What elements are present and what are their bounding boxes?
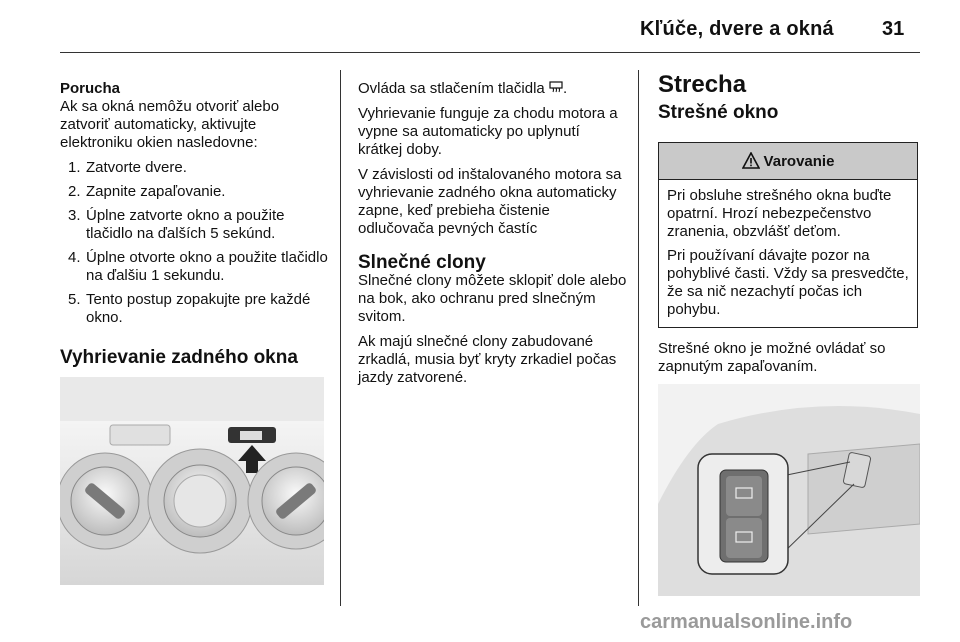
column-3 [658, 71, 920, 123]
climate-panel-illustration [60, 377, 324, 585]
paragraph-sunroof-ignition: Strešné okno je možné ovládať so zapnutým zapaľovaním. [658, 340, 886, 375]
heading-sun-visors: Slnečné clony [358, 252, 486, 274]
warning-triangle-icon [742, 152, 760, 170]
heading-rear-window-heating: Vyhrievanie zadného okna [60, 347, 298, 368]
warning-box [658, 142, 918, 328]
list-item: 2. Zapnite zapaľovanie. [68, 183, 226, 200]
column-divider-1 [340, 70, 341, 606]
list-item: 5. Tento postup zopakujte pre každé okno. [68, 291, 311, 326]
list-item: 4. Úplne otvorte okno a použite tlačidlo na ďalšiu 1 sekundu. [68, 249, 328, 284]
heading-porucha: Porucha [60, 80, 121, 97]
warning-title: Varovanie [763, 152, 835, 170]
steps-list [60, 159, 328, 327]
paragraph-sun-visors: Slnečné clony môžete sklopiť dole alebo na bok, ako ochranu pred slnečným svitom. [358, 272, 627, 326]
paragraph-control: Ovláda sa stlačením tlačidla . [358, 80, 568, 97]
list-item: 1. Zatvorte dvere. [68, 159, 187, 176]
warning-paragraph-1: Pri obsluhe strešného okna buďte opatrní. Hrozí nebezpečenstvo zranenia, obzvlášť deťom. [667, 187, 892, 240]
paragraph-mirrors: Ak majú slnečné clony zabudované zrkadlá, musia byť kryty zrkadiel počas jazdy zatvorené. [358, 333, 617, 387]
sunroof-switch-illustration [658, 384, 920, 596]
page-header-title: Kľúče, dvere a okná [640, 18, 834, 40]
warning-paragraph-2: Pri používaní dávajte pozor na pohyblivé časti. Vždy sa presvedčte, že sa nič nezachytí počas ich pohybu. [667, 247, 909, 318]
heading-sunroof: Strešné okno [658, 102, 779, 123]
header-rule [60, 52, 920, 53]
paragraph-intro: Ak sa okná nemôžu otvoriť alebo zatvoriť automaticky, aktivujte elektroniku okien nasledovne: [60, 98, 280, 151]
warning-body [659, 180, 917, 319]
column-divider-2 [638, 70, 639, 606]
paragraph-operation: Vyhrievanie funguje za chodu motora a vypne sa automaticky po uplynutí krátkej doby. [358, 105, 618, 159]
paragraph-engine-dependent: V závislosti od inštalovaného motora sa vyhrievanie zadného okna automaticky zapne, keď prebieha čistenie odlučovača pevných častíc [358, 166, 622, 238]
rear-window-heating-icon [549, 80, 563, 98]
warning-header [659, 143, 917, 180]
heading-roof: Strecha [658, 71, 747, 98]
column-1 [60, 80, 328, 367]
page-number: 31 [882, 18, 905, 40]
column-3-bottom [658, 340, 920, 383]
list-item: 3. Úplne zatvorte okno a použite tlačidlo na ďalších 5 sekúnd. [68, 207, 285, 242]
column-2 [358, 80, 628, 394]
watermark: carmanualsonline.info [640, 611, 853, 633]
